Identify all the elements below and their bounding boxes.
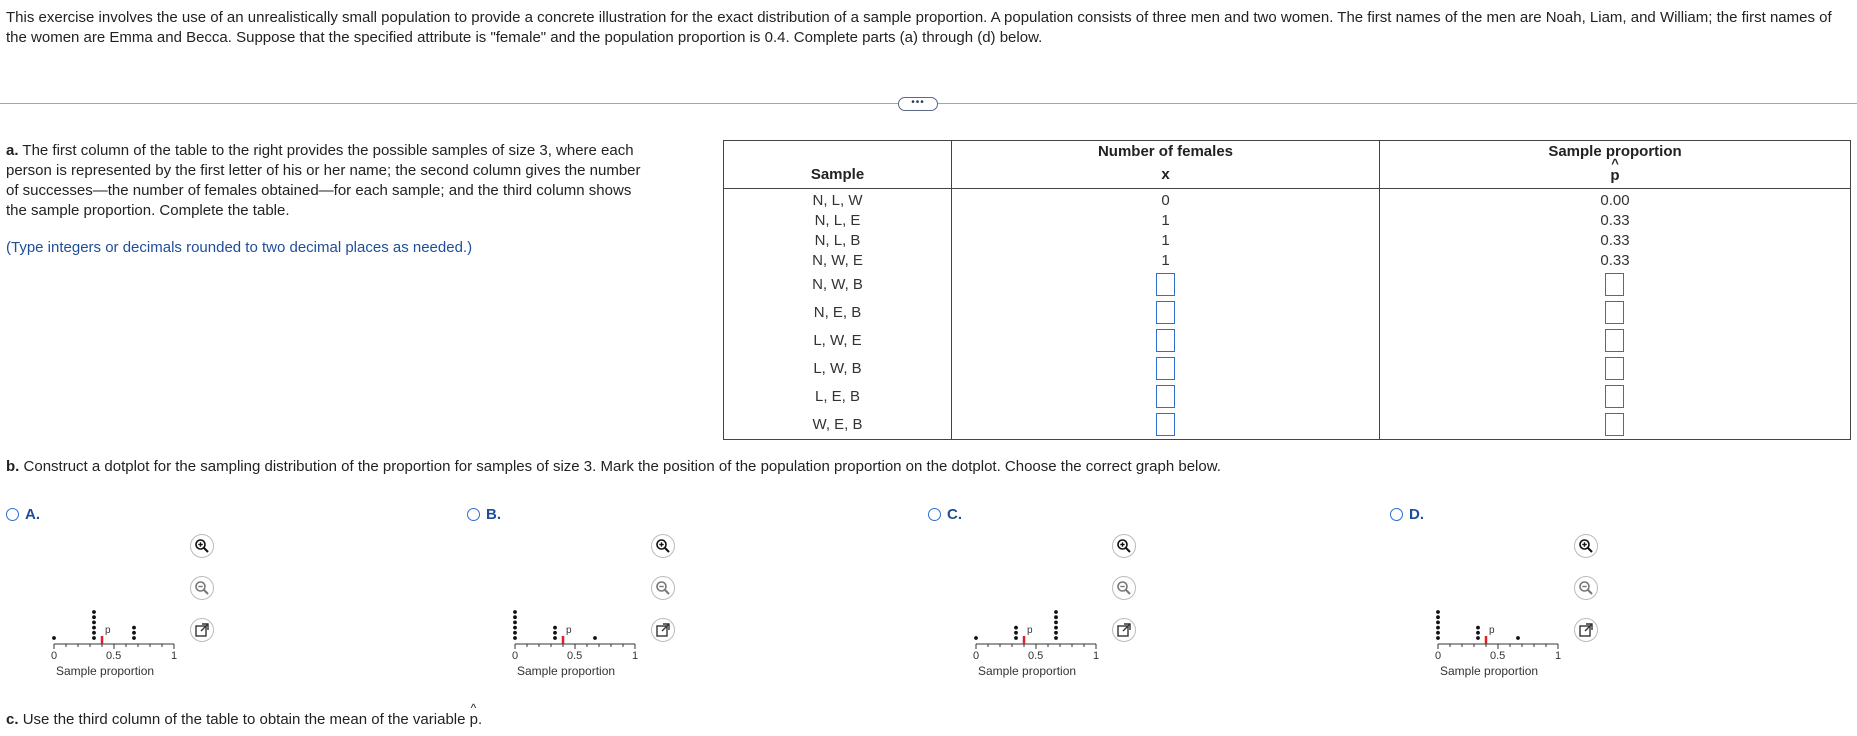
open-new-window-icon[interactable] [1574,618,1598,642]
option-radio[interactable] [6,508,19,521]
dotplot [1423,578,1573,658]
dotplot-dot [1476,626,1480,630]
dotplot-dot [1476,636,1480,640]
dotplot-dot [132,636,136,640]
dotplot-dot [1054,615,1058,619]
dotplot-dot [1054,631,1058,635]
zoom-in-icon[interactable] [1112,534,1136,558]
x-cell: 1 [1161,252,1170,269]
dotplot-dot [553,631,557,635]
part-a-text: The first column of the table to the right provides the possible samples of size 3, where each person is represented by the first letter of his or her name; the second column gives the number of successes—the number of females obtained—for each sample; and the third column shows the sample proportion. Complete the table. [6,142,641,219]
dotplot-dot [513,626,517,630]
option-radio[interactable] [928,508,941,521]
p-hat-input-box[interactable] [1605,413,1624,436]
zoom-in-icon[interactable] [1574,534,1598,558]
dotplot-dot [1436,621,1440,625]
option-label[interactable]: D. [1409,506,1424,523]
dotplot-dot [1054,626,1058,630]
zoom-out-icon[interactable] [1112,576,1136,600]
tick-label: 0.5 [1490,650,1506,662]
p-hat-input-box[interactable] [1605,301,1624,324]
tick-label: 0.5 [1028,650,1044,662]
dotplot-dot [1014,636,1018,640]
dotplot-dot [1014,626,1018,630]
dotplot-xlabel: Sample proportion [56,664,155,678]
dotplot-dot [132,626,136,630]
dotplot-xlabel: Sample proportion [1440,664,1539,678]
sample-cell: N, W, E [812,252,863,269]
header-sample-proportion: Sample proportion [1548,143,1682,160]
p-hat-cell: 0.00 [1600,192,1630,209]
dotplot-dot [92,636,96,640]
dotplot-dot [513,615,517,619]
intro-text: This exercise involves the use of an unrealistically small population to provide a concrete illustration for the exact distribution of a sample proportion. A population consists of three men and two women. The first names of the men are Noah, Liam, and William; the first names of the women are Emma and Becca. Suppose that the specified attribute is "female" and the population proportion is 0.4. Complete parts (a) through (d) below. [6,9,1832,46]
x-cell: 1 [1161,212,1170,229]
dotplot-dot [92,626,96,630]
part-a-note: (Type integers or decimals rounded to two decimal places as needed.) [6,239,473,256]
dotplot [39,578,189,658]
p-hat-cell: 0.33 [1600,212,1630,229]
part-a-label: a. [6,142,19,159]
samples-table [723,140,1851,440]
part-a-instructions [6,141,656,221]
dotplot-dot [92,631,96,635]
part-c-end: . [477,711,483,728]
dotplot-dot [593,636,597,640]
dotplot-dot [513,621,517,625]
dotplot-dot [553,626,557,630]
p-marker-label: p [105,625,111,636]
part-c-instructions [6,701,483,728]
sample-cell: L, E, B [814,388,861,405]
dotplot-dot [52,636,56,640]
table-column-divider [1379,141,1380,439]
zoom-out-icon[interactable] [651,576,675,600]
part-c-label: c. [6,711,19,728]
p-hat-symbol [469,701,478,728]
dotplot-dot [1516,636,1520,640]
sample-cell: W, E, B [812,416,863,433]
dotplot-dot [1476,631,1480,635]
option-label[interactable]: C. [947,506,962,523]
zoom-out-icon[interactable] [190,576,214,600]
option-radio[interactable] [467,508,480,521]
x-input-box[interactable] [1156,385,1175,408]
sample-cell: N, L, W [812,192,863,209]
dotplot-dot [1436,636,1440,640]
x-input-box[interactable] [1156,301,1175,324]
x-input-box[interactable] [1156,273,1175,296]
dotplot-dot [974,636,978,640]
p-hat-input-box[interactable] [1605,273,1624,296]
p-hat-input-box[interactable] [1605,329,1624,352]
expand-more-button[interactable]: ••• [898,97,938,111]
tick-label: 0 [973,650,980,662]
p-hat-cell: 0.33 [1600,252,1630,269]
p-marker-label: p [1027,625,1033,636]
header-number-of-females: Number of females [1097,143,1234,160]
sample-cell: N, E, B [813,304,862,321]
tick-label: 0 [1435,650,1442,662]
sample-cell: N, W, B [812,276,863,293]
x-input-box[interactable] [1156,357,1175,380]
header-sample: Sample [810,166,865,183]
open-new-window-icon[interactable] [190,618,214,642]
p-hat-input-box[interactable] [1605,385,1624,408]
dotplot-dot [513,631,517,635]
dotplot-xlabel: Sample proportion [978,664,1077,678]
header-p-hat-accent: ^ [1611,156,1619,171]
part-b-text: Construct a dotplot for the sampling distribution of the proportion for samples of size 3. Mark the position of the population proportion on the dotplot. Choose the correct graph below. [23,458,1221,475]
sample-cell: L, W, B [813,360,862,377]
zoom-out-icon[interactable] [1574,576,1598,600]
table-header-divider [724,188,1850,189]
tick-label: 0 [51,650,58,662]
header-p-hat: p [1610,167,1620,184]
dotplot [961,578,1111,658]
part-c-text: Use the third column of the table to obtain the mean of the variable [22,711,466,728]
dotplot-dot [553,636,557,640]
tick-label: 0.5 [106,650,122,662]
dotplot-dot [1436,615,1440,619]
dotplot-dot [132,631,136,635]
tick-label: 0 [512,650,519,662]
option-radio[interactable] [1390,508,1403,521]
p-hat-accent: ^ [470,701,477,715]
zoom-in-icon[interactable] [651,534,675,558]
dotplot-xlabel: Sample proportion [517,664,616,678]
x-cell: 0 [1161,192,1170,209]
p-marker-label: p [1489,625,1495,636]
option-label[interactable]: B. [486,506,501,523]
tick-label: 1 [1555,650,1562,662]
dotplot-dot [1054,636,1058,640]
tick-label: 1 [632,650,639,662]
x-input-box[interactable] [1156,413,1175,436]
option-label[interactable]: A. [25,506,40,523]
p-hat-input-box[interactable] [1605,357,1624,380]
dotplot-dot [1436,626,1440,630]
dotplot-dot [513,610,517,614]
tick-label: 0.5 [567,650,583,662]
dotplot-dot [1436,610,1440,614]
dotplot-dot [92,610,96,614]
dotplot [500,578,650,658]
table-column-divider [951,141,952,439]
dotplot-dot [1054,610,1058,614]
p-hat-var: p [469,711,478,728]
open-new-window-icon[interactable] [651,618,675,642]
dotplot-dot [92,615,96,619]
x-input-box[interactable] [1156,329,1175,352]
sample-cell: N, L, B [814,232,861,249]
open-new-window-icon[interactable] [1112,618,1136,642]
dotplot-dot [513,636,517,640]
dotplot-dot [1054,621,1058,625]
sample-cell: L, W, E [813,332,862,349]
tick-label: 1 [1093,650,1100,662]
tick-label: 1 [171,650,178,662]
dotplot-dot [92,621,96,625]
x-cell: 1 [1161,232,1170,249]
p-hat-cell: 0.33 [1600,232,1630,249]
part-b-instructions [6,458,1221,475]
dotplot-dot [1436,631,1440,635]
header-x: x [1161,166,1170,183]
zoom-in-icon[interactable] [190,534,214,558]
part-b-label: b. [6,458,20,475]
dotplot-dot [1014,631,1018,635]
p-marker-label: p [566,625,572,636]
sample-cell: N, L, E [814,212,861,229]
